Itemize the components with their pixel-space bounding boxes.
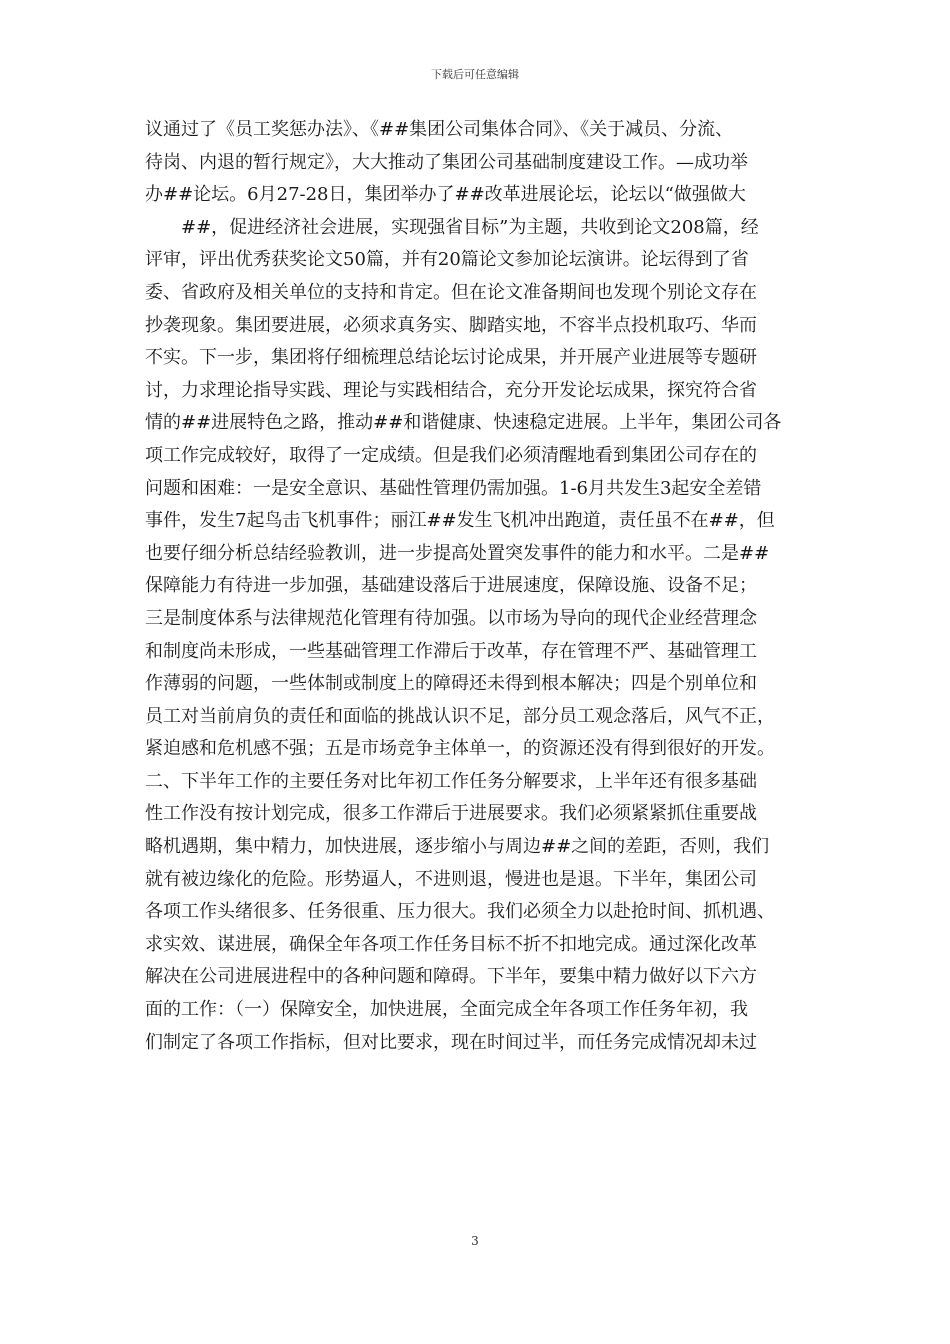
text-line: 略机遇期，集中精力，加快进展，逐步缩小与周边##之间的差距，否则，我们 [145, 836, 770, 858]
text-line: 三是制度体系与法律规范化管理有待加强。以市场为导向的现代企业经营理念 [145, 607, 757, 629]
text-line: 作薄弱的问题，一些体制或制度上的障碍还未得到根本解决；四是个别单位和 [145, 673, 757, 695]
text-line: 员工对当前肩负的责任和面临的挑战认识不足，部分员工观念落后，风气不正， [145, 705, 775, 727]
text-line: 待岗、内退的暂行规定》，大大推动了集团公司基础制度建设工作。—成功举 [145, 151, 748, 173]
text-line: 事件，发生7起鸟击飞机事件；丽江##发生飞机冲出跑道，责任虽不在##，但 [145, 510, 775, 532]
text-line: 求实效、谋进展，确保全年各项工作任务目标不折不扣地完成。通过深化改革 [145, 933, 757, 955]
text-line: 抄袭现象。集团要进展，必须求真务实、脚踏实地，不容半点投机取巧、华而 [145, 314, 757, 336]
text-line: 面的工作：（一）保障安全，加快进展，全面完成全年各项工作任务年初，我 [145, 999, 748, 1021]
text-line: 不实。下一步，集团将仔细梳理总结论坛讨论成果，并开展产业进展等专题研 [145, 347, 757, 369]
text-line: 也要仔细分析总结经验教训，进一步提高处置突发事件的能力和水平。二是## [145, 542, 770, 564]
text-line: 议通过了《员工奖惩办法》、《##集团公司集体合同》、《关于减员、分流、 [145, 119, 734, 140]
text-line: 性工作没有按计划完成，很多工作滞后于进展要求。我们必须紧紧抓住重要战 [145, 803, 757, 825]
text-line: 办##论坛。6月27-28日，集团举办了##改革进展论坛，论坛以“做强做大 [145, 184, 746, 206]
text-line: 解决在公司进展进程中的各种问题和障碍。下半年，要集中精力做好以下六方 [145, 966, 757, 988]
text-line: 就有被边缘化的危险。形势逼人，不进则退，慢进也是退。下半年，集团公司 [145, 868, 757, 890]
text-line: 们制定了各项工作指标，但对比要求，现在时间过半，而任务完成情况却未过 [145, 1031, 757, 1053]
text-line: 问题和困难：一是安全意识、基础性管理仍需加强。1-6月共发生3起安全差错 [145, 477, 762, 499]
text-line: 紧迫感和危机感不强；五是市场竞争主体单一，的资源还没有得到很好的开发。 [145, 738, 775, 760]
text-line: ##，促进经济社会进展，实现强省目标”为主题，共收到论文208篇，经 [181, 216, 759, 238]
text-line: 评审，评出优秀获奖论文50篇，并有20篇论文参加论坛演讲。论坛得到了省 [145, 249, 749, 271]
text-line: 和制度尚未形成，一些基础管理工作滞后于改革，存在管理不严、基础管理工 [145, 640, 757, 662]
page-header: 下载后可任意编辑 [431, 68, 519, 81]
text-line: 情的##进展特色之路，推动##和谐健康、快速稳定进展。上半年，集团公司各 [145, 412, 782, 434]
text-line: 委、省政府及相关单位的支持和肯定。但在论文准备期间也发现个别论文存在 [145, 281, 757, 303]
page-number: 3 [471, 1234, 479, 1248]
text-line: 项工作完成较好，取得了一定成绩。但是我们必须清醒地看到集团公司存在的 [145, 444, 757, 466]
text-line: 二、下半年工作的主要任务对比年初工作任务分解要求，上半年还有很多基础 [145, 770, 757, 792]
text-line: 讨，力求理论指导实践、理论与实践相结合，充分开发论坛成果，探究符合省 [145, 379, 757, 401]
document-body [145, 114, 825, 1059]
text-line: 保障能力有待进一步加强，基础建设落后于进展速度，保障设施、设备不足； [145, 575, 757, 597]
text-line: 各项工作头绪很多、任务很重、压力很大。我们必须全力以赴抢时间、抓机遇、 [145, 901, 775, 923]
